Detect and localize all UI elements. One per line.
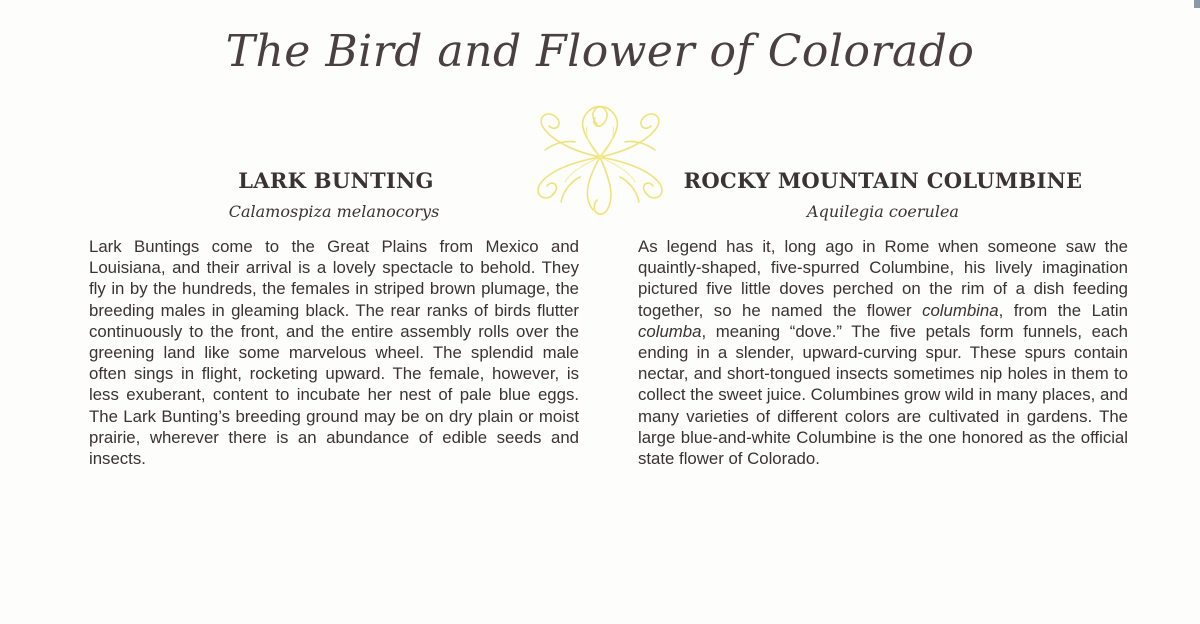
- flower-heading: ROCKY MOUNTAIN COLUMBINE: [683, 168, 1083, 193]
- page-title: The Bird and Flower of Colorado: [225, 26, 975, 77]
- flower-section: [638, 166, 1128, 469]
- flower-latin-name: Aquilegia coerulea: [807, 202, 959, 221]
- bird-section: [89, 166, 579, 469]
- flower-description-part1: As legend has it, long ago in Rome when someone saw the quaintly-shaped, five-spurred Columbine, his lively imagination pictured five little doves perched on the rim of a dish feeding together, so he named the flower: [638, 237, 1128, 320]
- flower-italic-word1: columbina: [922, 300, 999, 320]
- flower-description: [638, 236, 1128, 469]
- bird-description: Lark Buntings come to the Great Plains from Mexico and Louisiana, and their arrival is a lovely spectacle to behold. They fly in by the hundreds, the females in striped brown plumage, the breeding males in gleaming black. The rear ranks of birds flutter continuously to the front, and the entire assembly rolls over the greening land like some marvelous wheel. The splendid male often sings in flight, rocketing upward. The female, however, is less exuberant, content to incubate her nest of pale blue eggs. The Lark Bunting’s breeding ground may be on dry plain or moist prairie, wherever there is an abundance of edible seeds and insects.: [89, 237, 579, 469]
- flower-italic-word2: columba: [638, 321, 702, 341]
- bird-latin-name: Calamospiza melanocorys: [228, 202, 440, 221]
- scan-edge-mark: [1194, 0, 1200, 8]
- flower-description-part2: , from the Latin: [998, 300, 1128, 320]
- bird-heading: LARK BUNTING: [238, 168, 434, 193]
- flower-description-part3: , meaning “dove.” The five petals form funnels, each ending in a slender, upward-curving spur. These spurs contain nectar, and short-tongued insects sometimes nip holes in them to collect the sweet juice. Columbines grow wild in many places, and many varieties of different colors are cultivated in gardens. The large blue-and-white Columbine is the one honored as the official state flower of Colorado.: [638, 321, 1128, 469]
